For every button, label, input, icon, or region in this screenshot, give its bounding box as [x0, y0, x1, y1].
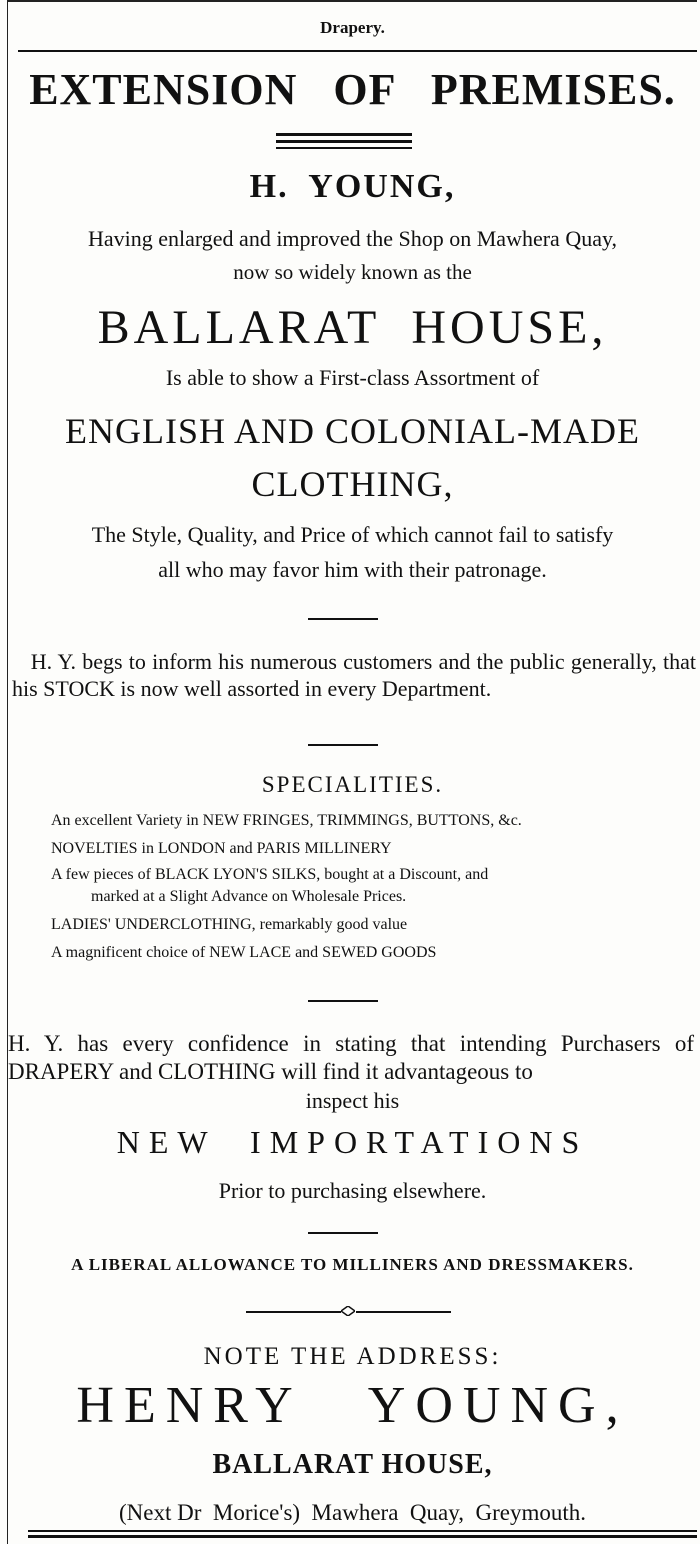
speciality-item: A magnificent choice of NEW LACE and SEWED GOODS [51, 944, 437, 961]
house-name: BALLARAT HOUSE, [212, 1449, 493, 1480]
triple-rule [276, 140, 412, 143]
speciality-item: LADIES' UNDERCLOTHING, remarkably good value [51, 916, 408, 933]
assortment-line: Is able to show a First-class Assortment of [165, 365, 540, 390]
clothing-heading-2: CLOTHING, [251, 464, 454, 504]
confidence-paragraph: H. Y. has every confidence in stating that intending Purchasers of DRAPERY and CLOTHING will find it advantageous to [8, 1031, 694, 1084]
shop-name: BALLARAT HOUSE, [97, 301, 608, 354]
ornament-rule-right [356, 1311, 451, 1313]
diamond-ornament-icon [341, 1306, 355, 1316]
prior-line: Prior to purchasing elsewhere. [218, 1178, 487, 1203]
ornament-rule-left [246, 1311, 341, 1313]
full-name: HENRY YOUNG, [76, 1377, 629, 1434]
bottom-rule [28, 1535, 697, 1538]
section-divider [308, 744, 378, 746]
top-rule [8, 0, 697, 2]
bottom-rule [28, 1530, 697, 1532]
section-divider [308, 1000, 378, 1002]
section-divider [308, 618, 378, 620]
category-heading: Drapery. [320, 18, 385, 37]
speciality-item: NOVELTIES in LONDON and PARIS MILLINERY [51, 840, 392, 857]
header-rule [18, 50, 697, 52]
address-note: NOTE THE ADDRESS: [203, 1343, 502, 1370]
clothing-heading-1: ENGLISH AND COLONIAL-MADE [65, 411, 640, 451]
street-address: (Next Dr Morice's) Mawhera Quay, Greymouth. [119, 1500, 586, 1525]
allowance-notice: A LIBERAL ALLOWANCE TO MILLINERS AND DRESSMAKERS. [71, 1255, 634, 1274]
triple-rule [276, 147, 412, 149]
stock-paragraph-text: H. Y. begs to inform his numerous customers and the public generally, that his STOCK is now well assorted in every Department. [12, 649, 697, 701]
stock-paragraph [12, 648, 696, 702]
importations-heading: NEW IMPORTATIONS [116, 1124, 589, 1160]
speciality-item: A few pieces of BLACK LYON'S SILKS, bought at a Discount, and [51, 866, 489, 883]
speciality-item: An excellent Variety in NEW FRINGES, TRIMMINGS, BUTTONS, &c. [51, 812, 522, 829]
satisfy-line-1: The Style, Quality, and Price of which cannot fail to satisfy [91, 522, 614, 547]
section-divider [308, 1232, 378, 1234]
intro-line-2: now so widely known as the [233, 260, 472, 284]
speciality-item-continued: marked at a Slight Advance on Wholesale Prices. [91, 888, 407, 905]
headline: EXTENSION OF PREMISES. [29, 65, 676, 114]
confidence-paragraph-end: inspect his [305, 1088, 400, 1113]
advertisement-frame [7, 0, 697, 1544]
specialities-title: SPECIALITIES. [261, 772, 444, 797]
proprietor-name: H. YOUNG, [249, 168, 456, 205]
triple-rule [276, 133, 412, 136]
satisfy-line-2: all who may favor him with their patronage. [158, 557, 547, 582]
intro-line-1: Having enlarged and improved the Shop on Mawhera Quay, [87, 226, 618, 251]
